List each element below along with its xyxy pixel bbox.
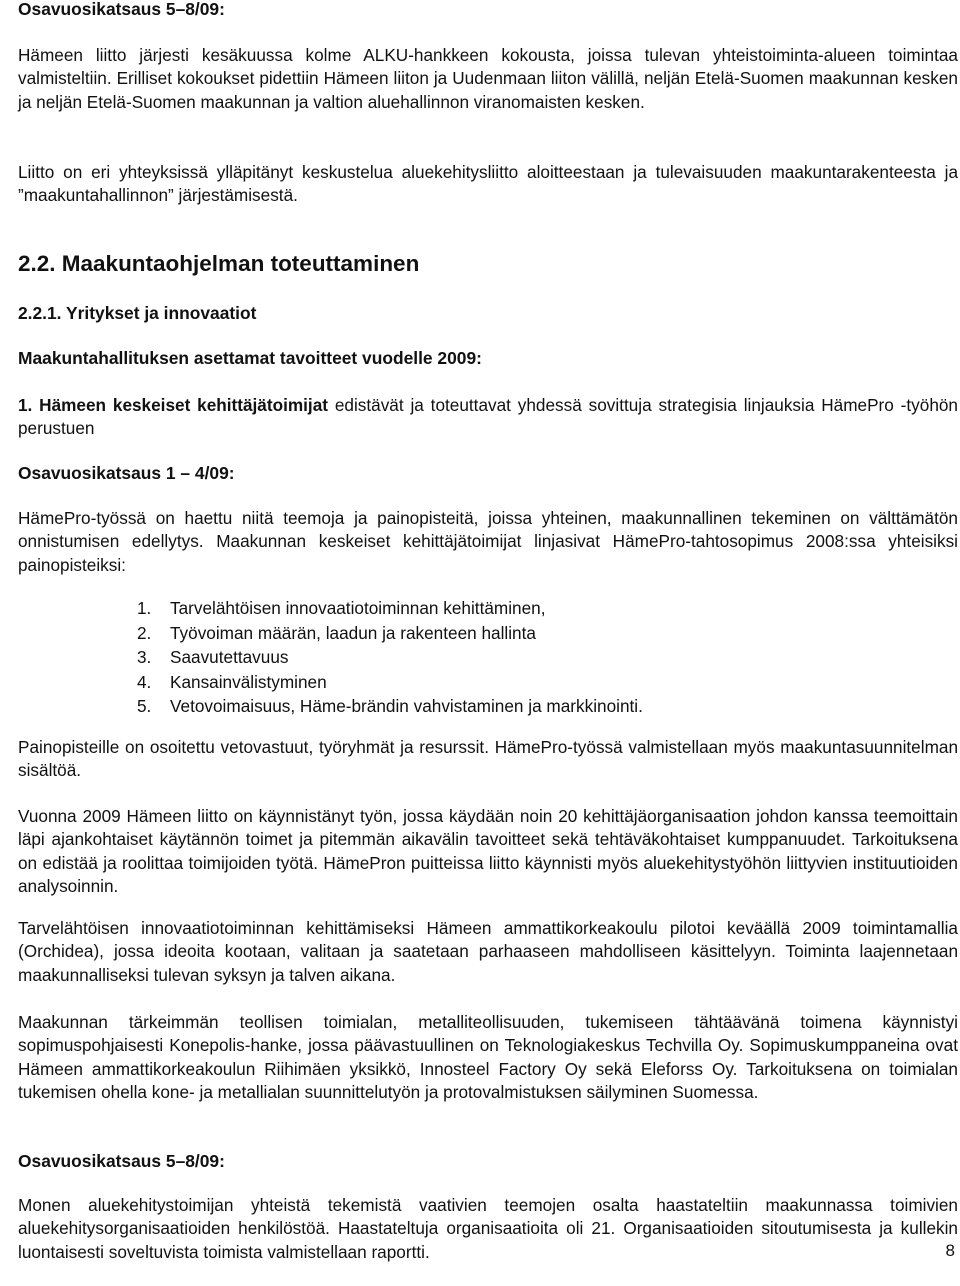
paragraph-interviews: Monen aluekehitystoimijan yhteistä tekemistä vaativien teemojen osalta haastateltiin maakunnassa toimivien aluekehitysorganisaatioiden henkilöstöä. Haastateltuja organisaatioita oli 21. Organisaatioiden sitoutumisesta ja kullekin luontaisesti soveltuvista toimista valmistellaan raportti. (18, 1195, 958, 1262)
goal-1 (18, 394, 958, 441)
list-item: 2. Työvoiman määrän, laadun ja rakenteen hallinta (137, 622, 536, 643)
report-heading-top: Osavuosikatsaus 5–8/09: (18, 0, 225, 19)
subsection-title: 2.2.1. Yritykset ja innovaatiot (18, 303, 257, 323)
list-item: 5. Vetovoimaisuus, Häme-brändin vahvistaminen ja markkinointi. (137, 696, 643, 717)
paragraph-2009-work: Vuonna 2009 Hämeen liitto on käynnistänyt työn, jossa käydään noin 20 kehittäjäorganisaation johdon kanssa teemoittain läpi ajankohtaiset käytännön toimet ja pitemmän aikavälin tavoitteet sekä tehtäväkohtaiset kumppanuudet. Tarkoituksena on edistää ja roolittaa toimijoiden työtä. HämePron puitteissa liitto käynnisti myös aluekehitystyöhön liittyvien instituutioiden analysoinnin. (18, 806, 958, 897)
paragraph-regional-structure: Liitto on eri yhteyksissä ylläpitänyt keskustelua aluekehitysliitto aloitteestaan ja tulevaisuuden maakuntarakenteesta ja ”maakuntahallinnon” järjestämisestä. (18, 162, 958, 206)
document-page (18, 0, 958, 1286)
section-title: 2.2. Maakuntaohjelman toteuttaminen (18, 251, 420, 276)
paragraph-hamepro: HämePro-työssä on haettu niitä teemoja ja painopisteitä, joissa yhteinen, maakunnallinen tekeminen on välttämätön onnistumisen edellytys. Maakunnan keskeiset kehittäjätoimijat linjasivat HämePro-tahtosopimus 2008:ssa yhteisiksi painopisteiksi: (18, 508, 958, 575)
paragraph-responsibilities: Painopisteille on osoitettu vetovastuut, työryhmät ja resurssit. HämePro-työssä valmistellaan myös maakuntasuunnitelman sisältöä. (18, 737, 958, 781)
list-item: 4. Kansainvälistyminen (137, 671, 327, 692)
goal-1-lead: 1. Hämeen keskeiset kehittäjätoimijat (18, 395, 328, 415)
paragraph-orchidea: Tarvelähtöisen innovaatiotoiminnan kehittämiseksi Hämeen ammattikorkeakoulu pilotoi keväällä 2009 toimintamallia (Orchidea), jossa ideoita kootaan, valitaan ja saatetaan parhaaseen mahdolliseen käsittelyyn. Toiminta laajennetaan maakunnalliseksi tulevan syksyn ja talven aikana. (18, 918, 958, 985)
goal-1-text: edistävät ja toteuttavat yhdessä sovittuja strategisia linjauksia HämePro -työhön perustuen (18, 395, 958, 439)
list-item: 3. Saavutettavuus (137, 647, 289, 668)
report-heading-bottom: Osavuosikatsaus 5–8/09: (18, 1151, 225, 1171)
paragraph-konepolis: Maakunnan tärkeimmän teollisen toimialan, metalliteollisuuden, tukemiseen tähtäävänä toimena käynnistyi sopimuspohjaisesti Konepolis-hanke, jossa päävastuullinen on Teknologiakeskus Techvilla Oy. Sopimuskumppaneina ovat Hämeen ammattikorkeakoulun Riihimäen yksikkö, Innosteel Factory Oy sekä Eleforss Oy. Tarkoituksena on toimialan tukemisen ohella kone- ja metallialan suunnittelutyön ja protovalmistuksen säilyminen Suomessa. (18, 1012, 958, 1103)
paragraph-alku-meetings: Hämeen liitto järjesti kesäkuussa kolme ALKU-hankkeen kokousta, joissa tulevan yhteistoiminta-alueen toimintaa valmisteltiin. Erilliset kokoukset pidettiin Hämeen liiton ja Uudenmaan liiton välillä, neljän Etelä-Suomen maakunnan kesken ja neljän Etelä-Suomen maakunnan ja valtion aluehallinnon viranomaisten kesken. (18, 45, 958, 112)
goals-heading: Maakuntahallituksen asettamat tavoitteet vuodelle 2009: (18, 348, 482, 368)
priority-list (137, 596, 937, 719)
list-item: 1. Tarvelähtöisen innovaatiotoiminnan kehittäminen, (137, 598, 546, 618)
page-number: 8 (945, 1241, 955, 1260)
report-heading-mid: Osavuosikatsaus 1 – 4/09: (18, 463, 235, 483)
